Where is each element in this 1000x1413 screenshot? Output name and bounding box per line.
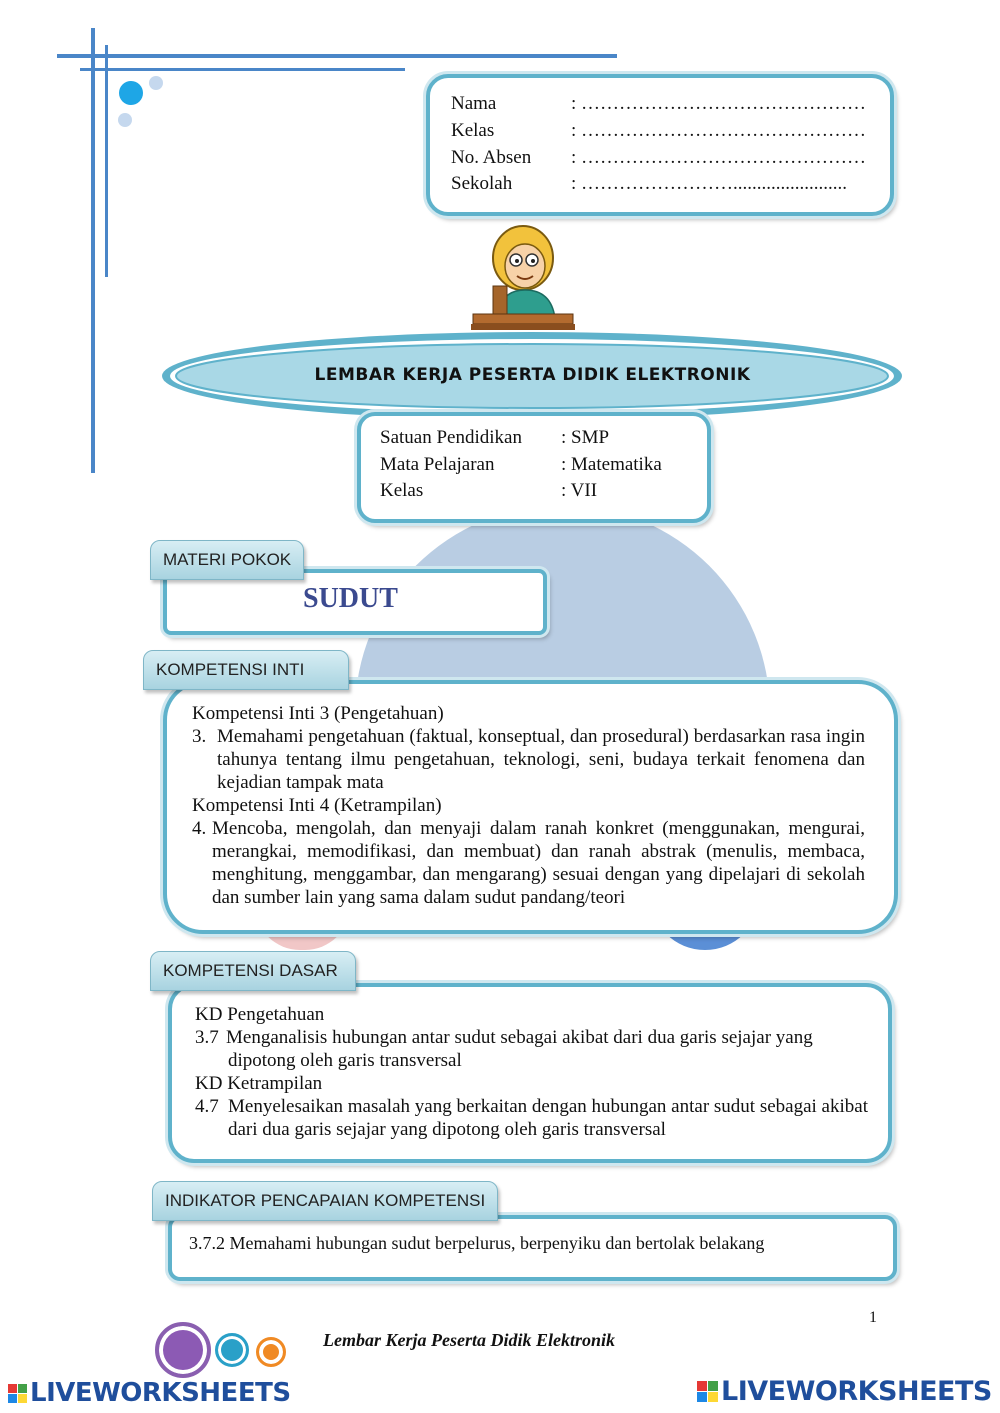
footer-caption: Lembar Kerja Peserta Didik Elektronik xyxy=(323,1330,615,1350)
footer-circle-orange xyxy=(256,1337,286,1367)
title-banner-text: LEMBAR KERJA PESERTA DIDIK ELEKTRONIK xyxy=(314,365,751,385)
corner-line-top-inner xyxy=(80,68,405,71)
kd-heading-2: KD Ketrampilan xyxy=(195,1073,323,1094)
ki-heading-3: Kompetensi Inti 3 (Pengetahuan) xyxy=(192,703,444,724)
info-label-kelas: Kelas xyxy=(380,480,424,501)
footer-circle-purple xyxy=(155,1322,211,1378)
footer-circle-blue xyxy=(215,1333,249,1367)
corner-line-top xyxy=(57,54,617,58)
kd-heading-1: KD Pengetahuan xyxy=(195,1004,325,1025)
brand-right-text[interactable]: LIVEWORKSHEETS xyxy=(721,1376,992,1407)
ki-number-4: 4. xyxy=(192,818,207,839)
decor-dot-small-2 xyxy=(118,113,132,127)
ipk-tab: INDIKATOR PENCAPAIAN KOMPETENSI xyxy=(152,1181,498,1221)
kd-number-2: 4.7 xyxy=(195,1096,219,1117)
ipk-item: 3.7.2 Memahami hubungan sudut berpelurus, berpenyiku dan bertolak belakang xyxy=(189,1233,765,1253)
info-label-satuan: Satuan Pendidikan xyxy=(380,427,522,448)
page-number: 1 xyxy=(869,1309,877,1326)
identity-label-sekolah: Sekolah xyxy=(451,173,513,194)
kd-paragraph-2: Menyelesaikan masalah yang berkaitan dengan hubungan antar sudut sebagai akibat dari dua garis sejajar yang dipotong oleh garis transversal xyxy=(228,1096,868,1140)
ki-paragraph-3: Memahami pengetahuan (faktual, konseptual, dan prosedural) berdasarkan rasa ingin tahunya tentang ilmu pengetahuan, teknologi, seni, budaya terkait fenomena dan kejadian tampak mata xyxy=(217,726,865,793)
identity-value-absen[interactable]: : ……………………………………… xyxy=(571,147,867,168)
info-value-satuan: : SMP xyxy=(561,427,610,448)
identity-value-nama[interactable]: : ……………………………………… xyxy=(571,93,867,114)
info-value-mapel: : Matematika xyxy=(561,454,662,475)
identity-value-kelas[interactable]: : ……………………………………… xyxy=(571,120,867,141)
materi-title: SUDUT xyxy=(303,583,398,614)
ki-number-3: 3. xyxy=(192,726,207,747)
kd-tab: KOMPETENSI DASAR xyxy=(150,951,356,991)
student-illustration xyxy=(465,218,580,340)
brand-left xyxy=(8,1378,291,1408)
info-label-mapel: Mata Pelajaran xyxy=(380,454,495,475)
corner-line-left xyxy=(91,28,95,473)
identity-label-kelas: Kelas xyxy=(451,120,495,141)
brand-logo-icon xyxy=(697,1381,718,1402)
materi-tab: MATERI POKOK xyxy=(150,540,304,580)
kd-number-1: 3.7 xyxy=(195,1027,219,1048)
identity-label-absen: No. Absen xyxy=(451,147,532,168)
ki-heading-4: Kompetensi Inti 4 (Ketrampilan) xyxy=(192,795,442,816)
ki-paragraph-4: Mencoba, mengolah, dan menyaji dalam ranah konkret (menggunakan, mengurai, merangkai, memodifikasi, dan membuat) dan ranah abstrak (menulis, membaca, menghitung, menggambar, dan mengarang) sesuai dengan yang dipelajari di sekolah dan sumber lain yang sama dalam sudut pandang/teori xyxy=(212,818,865,908)
decor-dot-small-1 xyxy=(149,76,163,90)
kd-paragraph-1: Menganalisis hubungan antar sudut sebagai akibat dari dua garis sejajar yang dipotong oleh garis transversal xyxy=(226,1027,813,1071)
info-value-kelas: : VII xyxy=(561,480,598,501)
corner-line-left-inner xyxy=(105,45,108,277)
decor-dot-large xyxy=(119,81,143,105)
ki-tab: KOMPETENSI INTI xyxy=(143,650,349,690)
identity-value-sekolah[interactable]: : ……………………........................ xyxy=(571,173,848,194)
brand-left-text[interactable]: LIVEWORKSHEETS xyxy=(30,1378,291,1408)
brand-right xyxy=(697,1376,992,1407)
brand-logo-icon xyxy=(8,1384,27,1403)
identity-label-nama: Nama xyxy=(451,93,497,114)
